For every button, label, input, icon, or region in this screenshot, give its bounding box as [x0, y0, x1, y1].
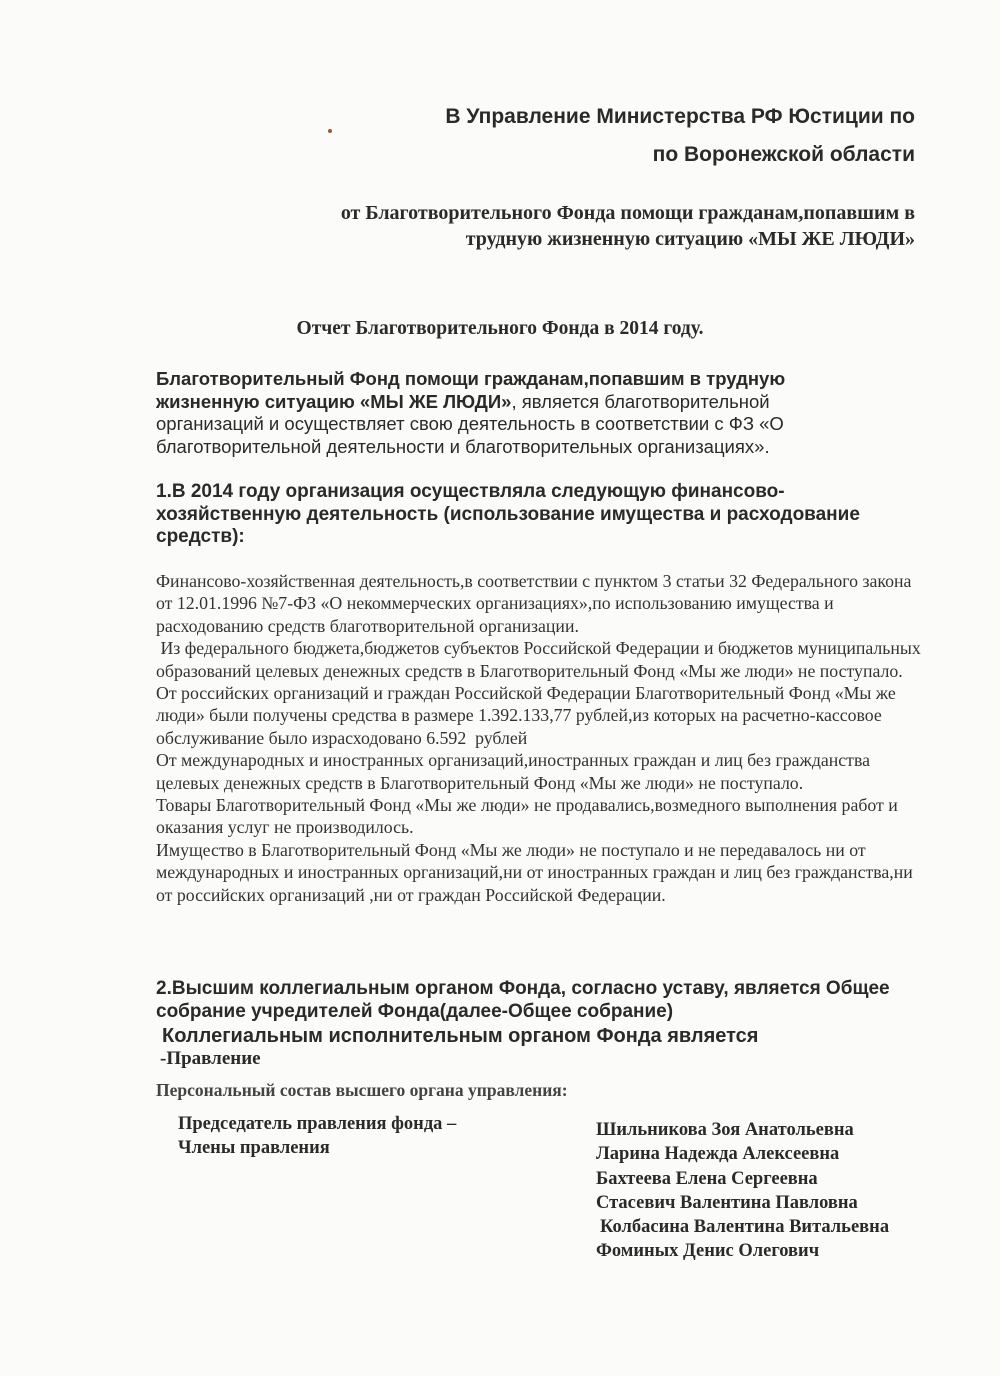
body-paragraph: Из федерального бюджета,бюджетов субъектов Российской Федерации и бюджетов муниципальных образований целевых денежных средств в Благотворительный Фонд «Мы же люди» не поступало.	[156, 638, 926, 681]
section-2-heading: 2.Высшим коллегиальным органом Фонда, согласно уставу, является Общее собрание учредителей Фонда(далее-Общее собрание)	[156, 978, 890, 1022]
intro-paragraph	[156, 368, 836, 458]
body-paragraph: От международных и иностранных организаций,иностранных граждан и лиц без гражданства целевых денежных средств в Благотворительный Фонд «Мы же люди» не поступало.	[156, 750, 870, 793]
report-title: Отчет Благотворительного Фонда в 2014 году.	[296, 318, 704, 339]
chair-label: Председатель правления фонда –	[178, 1114, 457, 1134]
section-2-board: -Правление	[160, 1047, 261, 1069]
body-paragraph: Товары Благотворительный Фонд «Мы же люди» не продавались,возмедного выполнения работ и оказания услуг не производилось.	[156, 795, 898, 838]
from-line-2: трудную жизненную ситуацию «МЫ ЖЕ ЛЮДИ»	[465, 228, 915, 250]
from-line-1: от Благотворительного Фонда помощи гражданам,попавшим в	[340, 202, 915, 224]
section-1-body	[156, 570, 926, 906]
personal-composition-label: Персональный состав высшего органа управления:	[156, 1080, 568, 1100]
body-paragraph: От российских организаций и граждан Российской Федерации Благотворительный Фонд «Мы же люди» были получены средства в размере 1.392.133,77 рублей,из которых на расчетно-кассовое обслуживание было израсходовано 6.592 рублей	[156, 683, 901, 748]
section-2-executive-body: Коллегиальным исполнительным органом Фонда является	[162, 1025, 759, 1047]
board-member: Колбасина Валентина Витальевна	[600, 1217, 890, 1238]
addressee-line-2: по Воронежской области	[652, 143, 915, 166]
section-2	[156, 978, 926, 1070]
intro-lead: Благотворительный Фонд помощи гражданам,попавшим в трудную жизненную ситуацию «МЫ ЖЕ ЛЮДИ»	[156, 368, 786, 412]
intro-rest: , является благотворительной организаций и осуществляет свою деятельность в соответствии с ФЗ «О благотворительной деятельности и благотворительных организациях».	[156, 390, 784, 457]
section-1-heading: 1.В 2014 году организация осуществляла следующую финансово-хозяйственную деятельность (использование имущества и расходование средств):	[156, 481, 860, 547]
members-label: Члены правления	[178, 1138, 330, 1158]
board-member: Стасевич Валентина Павловна	[596, 1192, 858, 1213]
addressee-line-1: В Управление Министерства РФ Юстиции по	[445, 105, 915, 128]
board-member: Бахтеева Елена Сергеевна	[596, 1168, 818, 1189]
body-paragraph: Имущество в Благотворительный Фонд «Мы же люди» не поступало и не передавалось ни от международных и иностранных организаций,ни от иностранных граждан и лиц без гражданства,ни от российских организаций ,ни от граждан Российской Федерации.	[156, 839, 913, 905]
board-members-list	[596, 1118, 889, 1264]
board-member: Ларина Надежда Алексеевна	[596, 1144, 840, 1165]
body-paragraph: Финансово-хозяйственная деятельность,в соответствии с пунктом 3 статьи 32 Федерального закона от 12.01.1996 №7-ФЗ «О некоммерческих организациях»,по использованию имущества и расходованию средств благотворительной организации.	[156, 571, 912, 636]
board-roles	[178, 1112, 456, 1160]
board-member: Фоминых Денис Олегович	[596, 1241, 820, 1262]
board-member: Шильникова Зоя Анатольевна	[596, 1120, 854, 1140]
